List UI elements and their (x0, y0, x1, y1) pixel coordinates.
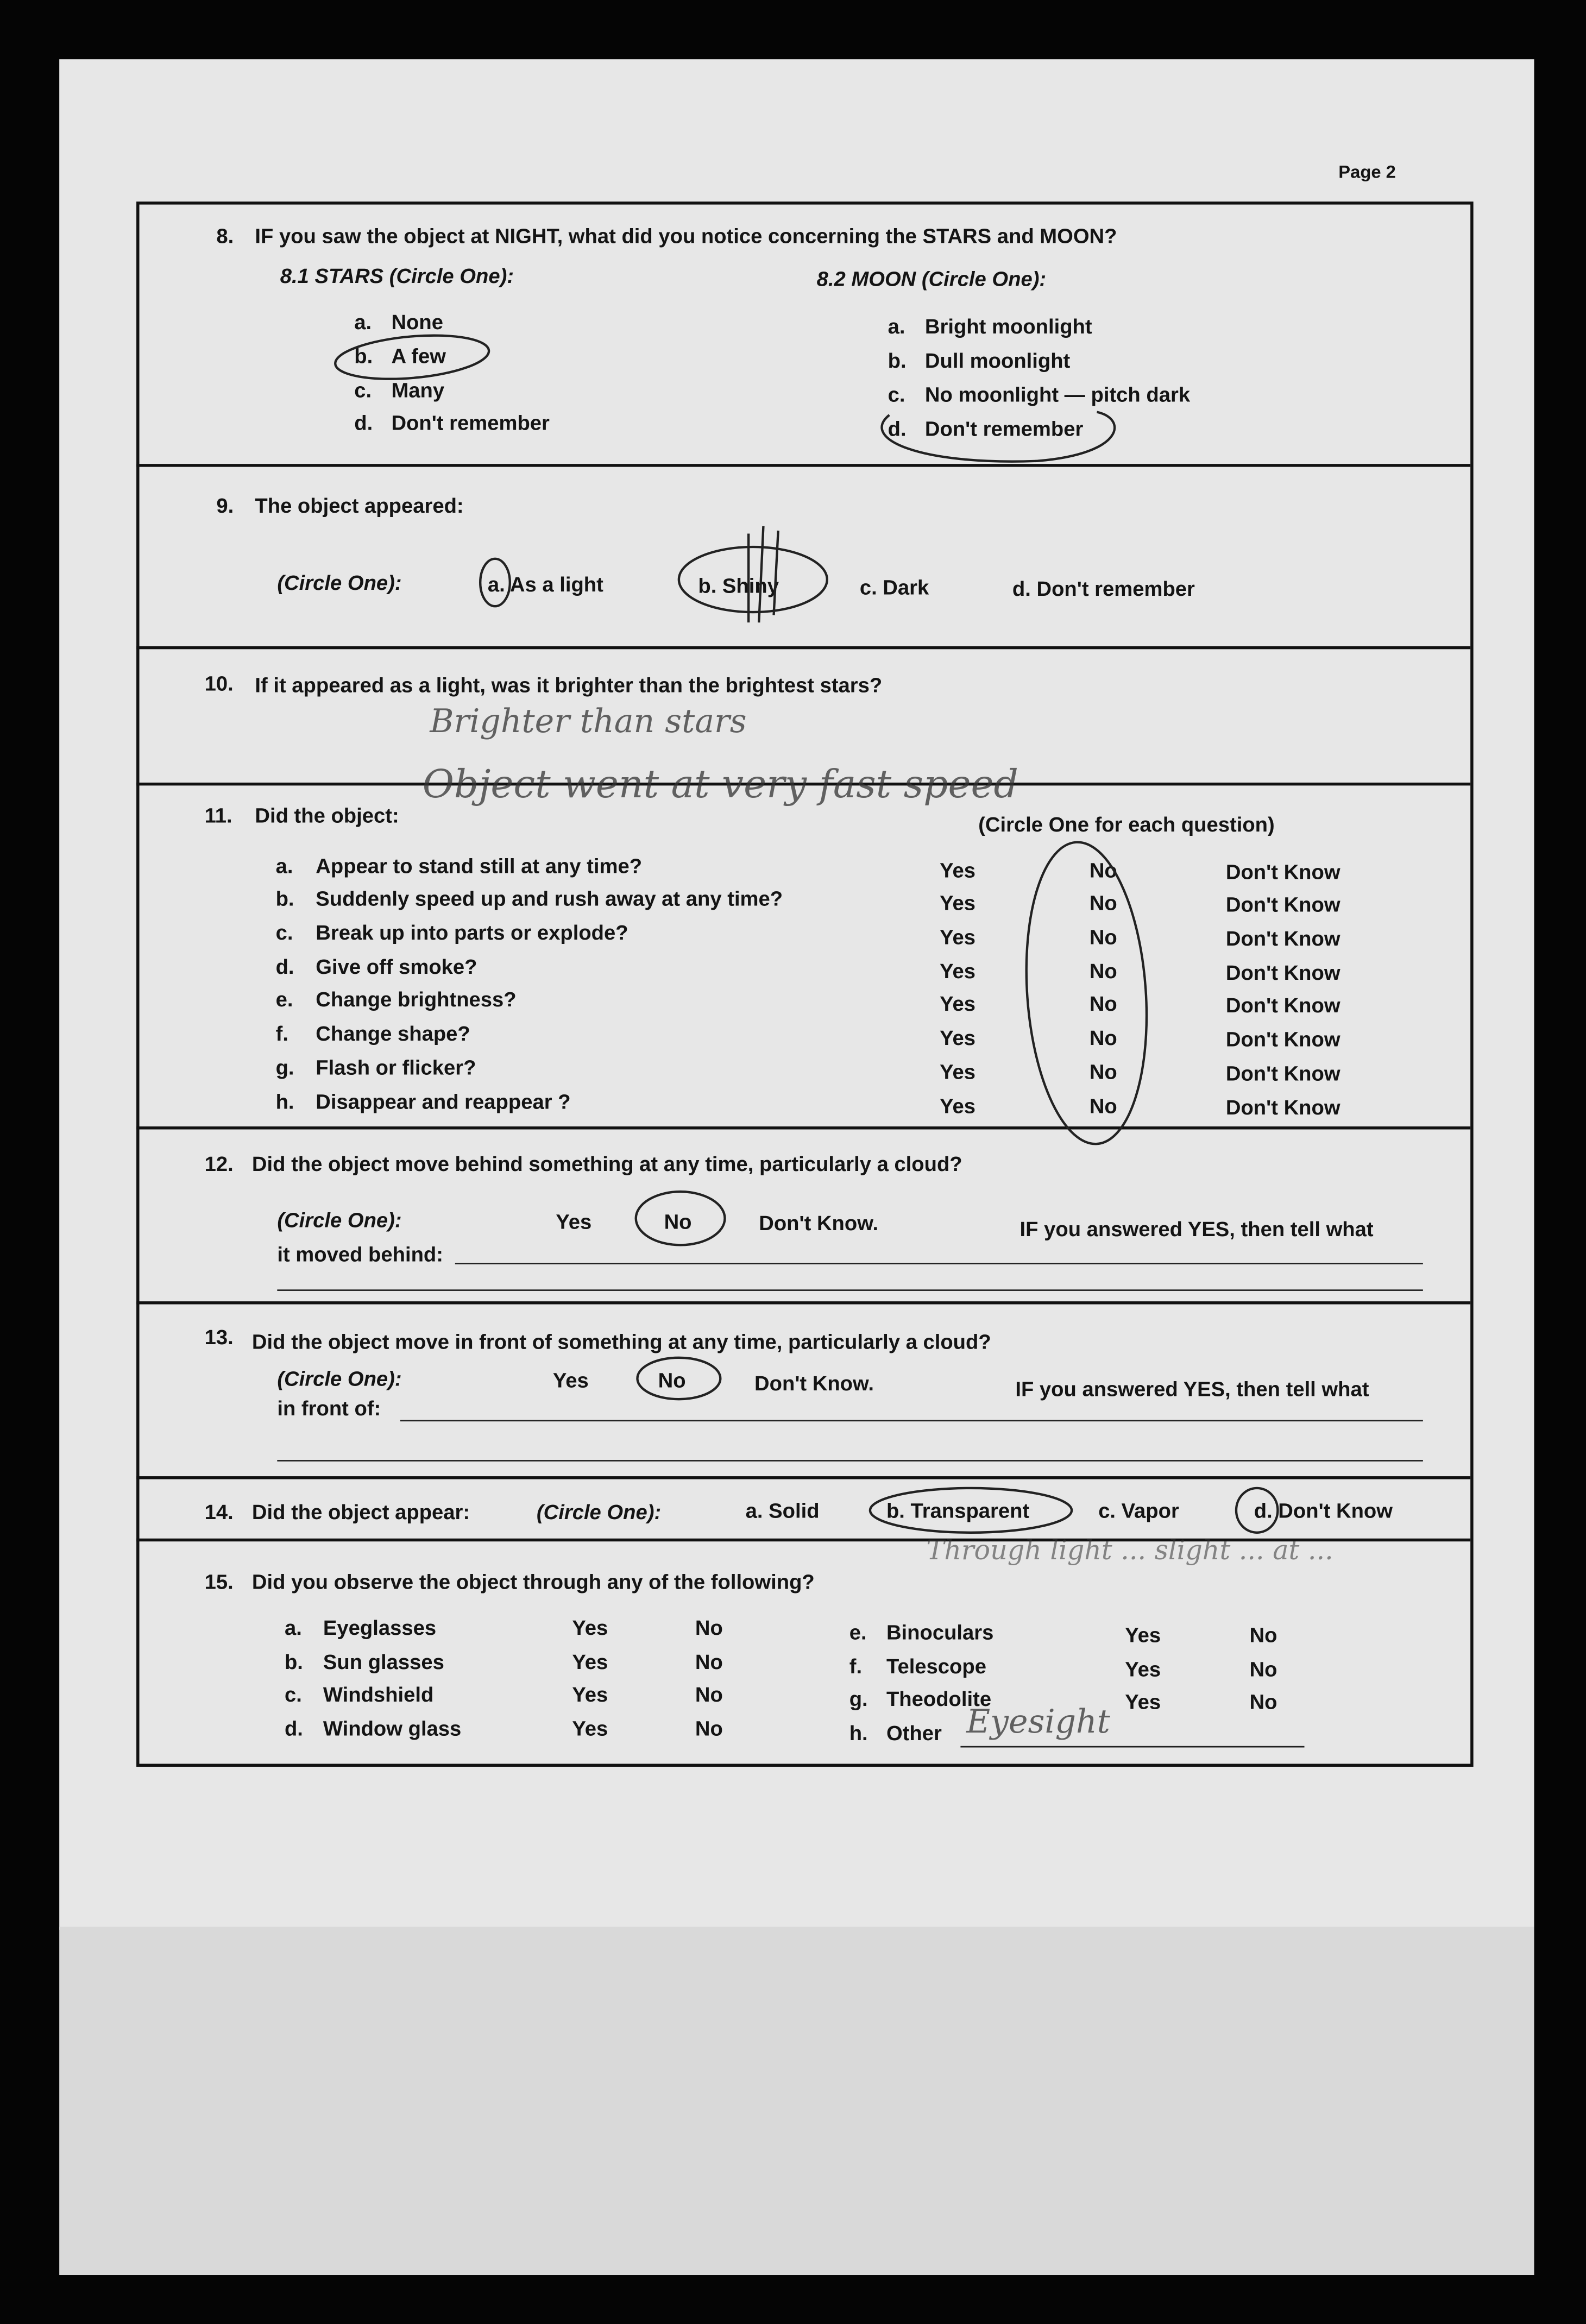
q15-yes[interactable]: Yes (1125, 1623, 1161, 1647)
option-letter: b. (284, 1649, 303, 1674)
q13-follow-label: in front of: (277, 1396, 381, 1420)
q11-dont-know[interactable]: Don't Know (1225, 1061, 1340, 1085)
q11-dont-know[interactable]: Don't Know (1225, 993, 1340, 1017)
q15-text: Did you observe the object through any of the following? (251, 1570, 815, 1594)
q8-number: 8. (216, 224, 234, 248)
divider (136, 646, 1470, 649)
q11-yes[interactable]: Yes (940, 991, 976, 1016)
q13-number: 13. (204, 1325, 234, 1349)
q8-stars-label: 8.1 STARS (Circle One): (280, 263, 514, 288)
stars-option[interactable]: Many (391, 377, 445, 402)
q11-yes[interactable]: Yes (940, 891, 976, 915)
q11-no[interactable]: No (1089, 1060, 1117, 1084)
q11-yes[interactable]: Yes (940, 858, 976, 882)
q11-dont-know[interactable]: Don't Know (1225, 892, 1340, 916)
q11-yes[interactable]: Yes (940, 959, 976, 983)
moon-option[interactable]: No moonlight — pitch dark (924, 382, 1191, 406)
stars-option[interactable]: Don't remember (391, 410, 550, 434)
q11-no[interactable]: No (1089, 891, 1117, 915)
q15-yes[interactable]: Yes (572, 1716, 608, 1740)
option-letter: a. (888, 314, 905, 338)
q8-text: IF you saw the object at NIGHT, what did you notice concerning the STARS and MOON? (255, 224, 1117, 248)
option-letter: h. (849, 1721, 868, 1745)
q11-handwritten-note: Object went at very fast speed (422, 763, 1018, 808)
option-letter: f. (849, 1654, 863, 1678)
option-letter: c. (275, 920, 293, 944)
q15-yes[interactable]: Yes (572, 1649, 608, 1674)
option-letter: a. (354, 310, 372, 334)
q14-circle-label: (Circle One): (536, 1500, 662, 1524)
option-letter: c. (284, 1682, 302, 1706)
option-letter: d. (354, 410, 373, 434)
q9-option[interactable]: c. Dark (859, 575, 929, 599)
q11-no[interactable]: No (1089, 924, 1117, 949)
q13-no[interactable]: No (658, 1368, 686, 1392)
q15-no[interactable]: No (1249, 1690, 1277, 1714)
option-letter: b. (888, 348, 907, 372)
stars-option[interactable]: A few (391, 344, 446, 368)
option-letter: e. (849, 1620, 867, 1644)
q11-dont-know[interactable]: Don't Know (1225, 926, 1340, 950)
q12-if-yes: IF you answered YES, then tell what (1019, 1217, 1374, 1241)
q15-no[interactable]: No (695, 1649, 723, 1674)
option-letter: b. (354, 344, 373, 368)
option-letter: g. (275, 1055, 294, 1079)
q9-number: 9. (216, 493, 234, 518)
option-letter: c. (888, 382, 905, 406)
q15-item: Windshield (323, 1682, 434, 1706)
q11-question: Suddenly speed up and rush away at any time? (316, 886, 783, 910)
q11-number: 11. (204, 803, 232, 827)
q11-question: Flash or flicker? (316, 1055, 476, 1079)
q11-question: Disappear and reappear ? (316, 1089, 571, 1113)
q14-number: 14. (204, 1500, 234, 1524)
q14-text: Did the object appear: (251, 1500, 470, 1524)
q12-circle-label: (Circle One): (277, 1208, 402, 1232)
q11-yes[interactable]: Yes (940, 1025, 976, 1050)
divider (136, 1126, 1470, 1129)
q13-if-yes: IF you answered YES, then tell what (1015, 1377, 1369, 1401)
q15-other-line[interactable] (960, 1746, 1304, 1748)
q11-question: Change shape? (316, 1021, 470, 1045)
q15-item: Sun glasses (323, 1649, 444, 1674)
q11-question: Change brightness? (316, 987, 517, 1011)
q15-no[interactable]: No (1249, 1657, 1277, 1681)
q13-circle-label: (Circle One): (277, 1366, 402, 1390)
option-letter: d. (888, 416, 907, 440)
q14-option[interactable]: b. Transparent (886, 1498, 1030, 1522)
q12-yes[interactable]: Yes (556, 1209, 592, 1233)
stars-option[interactable]: None (391, 310, 443, 334)
option-letter: g. (849, 1686, 868, 1711)
q13-answer-line[interactable] (400, 1420, 1423, 1421)
q14-handwritten-note: Through light ... slight ... at ... (926, 1535, 1333, 1567)
q11-circle-label: (Circle One for each question) (978, 812, 1275, 836)
moon-option[interactable]: Don't remember (924, 416, 1084, 440)
q15-yes[interactable]: Yes (572, 1682, 608, 1706)
q11-no[interactable]: No (1089, 1025, 1117, 1050)
q11-no[interactable]: No (1089, 991, 1117, 1016)
paper-lower-margin (59, 1927, 1534, 2275)
q9-text: The object appeared: (255, 493, 464, 518)
divider (136, 464, 1470, 467)
q15-other-answer: Eyesight (966, 1704, 1110, 1742)
q12-dont-know[interactable]: Don't Know. (759, 1211, 879, 1235)
q10-number: 10. (204, 671, 234, 695)
option-letter: c. (354, 377, 372, 402)
q11-dont-know[interactable]: Don't Know (1225, 1027, 1340, 1051)
q15-item: Telescope (886, 1654, 986, 1678)
divider (136, 1301, 1470, 1304)
q10-text: If it appeared as a light, was it brighter than the brightest stars? (255, 672, 883, 697)
q13-yes[interactable]: Yes (552, 1368, 589, 1392)
page-number: Page 2 (1338, 161, 1396, 182)
q15-no[interactable]: No (1249, 1623, 1277, 1647)
q11-question: Appear to stand still at any time? (316, 853, 643, 878)
q11-dont-know[interactable]: Don't Know (1225, 1095, 1340, 1119)
divider (136, 1476, 1470, 1479)
q10-handwritten-answer: Brighter than stars (430, 704, 747, 741)
q11-yes[interactable]: Yes (940, 924, 976, 949)
q8-moon-label: 8.2 MOON (Circle One): (816, 267, 1047, 291)
q11-question: Give off smoke? (316, 954, 477, 979)
q9-option[interactable]: b. Shiny (698, 574, 779, 597)
q11-text: Did the object: (255, 803, 399, 827)
q14-option[interactable]: d. Don't Know (1254, 1498, 1393, 1522)
moon-option[interactable]: Dull moonlight (924, 348, 1071, 372)
q15-no[interactable]: No (695, 1716, 723, 1740)
option-letter: d. (284, 1716, 303, 1740)
q9-option[interactable]: d. Don't remember (1012, 576, 1195, 601)
q15-item: Window glass (323, 1716, 462, 1740)
option-letter: a. (284, 1615, 302, 1640)
option-letter: h. (275, 1089, 294, 1113)
option-letter: e. (275, 987, 293, 1011)
q13-dont-know[interactable]: Don't Know. (754, 1371, 874, 1395)
q12-answer-line[interactable] (455, 1263, 1423, 1264)
option-letter: f. (275, 1021, 288, 1045)
q11-dont-know[interactable]: Don't Know (1225, 859, 1340, 884)
q15-item: Binoculars (886, 1620, 994, 1644)
q9-circle-label: (Circle One): (277, 570, 402, 595)
q13-text: Did the object move in front of something at any time, particularly a cloud? (251, 1329, 991, 1353)
q15-yes[interactable]: Yes (1125, 1690, 1161, 1714)
option-letter: b. (275, 886, 294, 910)
q13-answer-line[interactable] (277, 1460, 1423, 1462)
q11-yes[interactable]: Yes (940, 1094, 976, 1118)
option-letter: a. (275, 853, 293, 878)
q15-number: 15. (204, 1570, 234, 1594)
q12-number: 12. (204, 1151, 234, 1176)
q14-option[interactable]: a. Solid (745, 1498, 820, 1522)
q12-answer-line[interactable] (277, 1289, 1423, 1291)
q11-yes[interactable]: Yes (940, 1060, 976, 1084)
q11-no[interactable]: No (1089, 1094, 1117, 1118)
q11-no[interactable]: No (1089, 858, 1117, 882)
q9-option[interactable]: a. As a light (487, 572, 603, 596)
q15-item: Other (886, 1721, 942, 1745)
q15-yes[interactable]: Yes (572, 1615, 608, 1640)
q15-item: Theodolite (886, 1686, 992, 1711)
q12-no[interactable]: No (664, 1209, 692, 1233)
q15-item: Eyeglasses (323, 1615, 437, 1640)
option-letter: d. (275, 954, 294, 979)
q11-question: Break up into parts or explode? (316, 920, 628, 944)
q15-no[interactable]: No (695, 1615, 723, 1640)
q12-text: Did the object move behind something at any time, particularly a cloud? (251, 1151, 962, 1176)
q11-no[interactable]: No (1089, 959, 1117, 983)
q11-dont-know[interactable]: Don't Know (1225, 960, 1340, 985)
moon-option[interactable]: Bright moonlight (924, 314, 1092, 338)
q14-option[interactable]: c. Vapor (1098, 1498, 1179, 1522)
q12-follow-label: it moved behind: (277, 1242, 443, 1266)
q15-yes[interactable]: Yes (1125, 1657, 1161, 1681)
q15-no[interactable]: No (695, 1682, 723, 1706)
